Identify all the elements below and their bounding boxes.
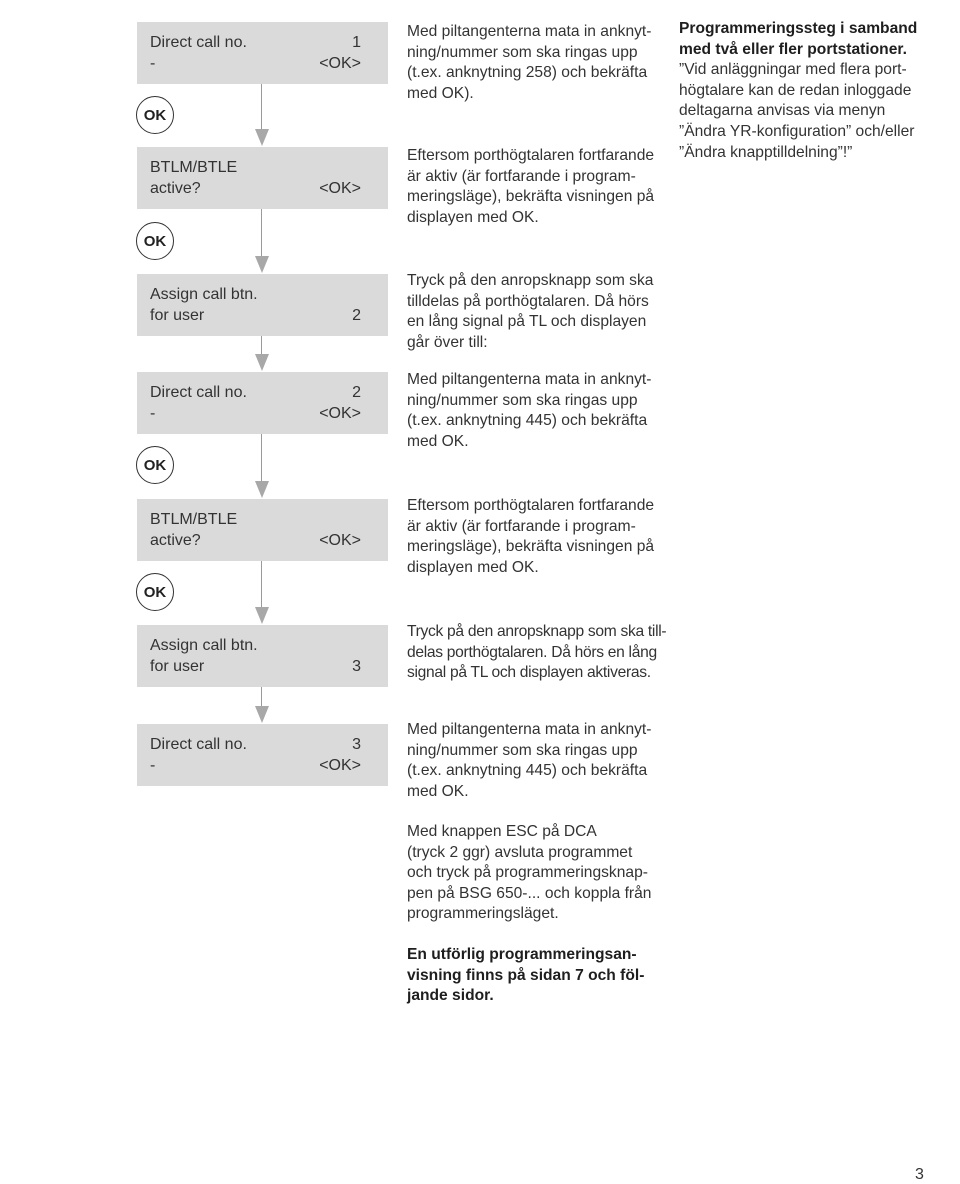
lcd-line: - — [150, 405, 156, 422]
text-line: med OK. — [407, 782, 469, 800]
ok-button[interactable]: OK — [136, 222, 174, 260]
lcd-line: for user — [150, 658, 205, 675]
text-line: displayen med OK. — [407, 208, 539, 226]
page-number: 3 — [915, 1166, 924, 1183]
side-note-heading: Programmeringssteg i samband — [679, 20, 918, 37]
lcd-line: for user — [150, 307, 205, 324]
lcd-value: <OK> — [319, 55, 361, 72]
lcd-line: Assign call btn. — [150, 637, 258, 654]
lcd-line: BTLM/BTLE — [150, 511, 238, 528]
text-line: meringsläge), bekräfta visningen på — [407, 188, 655, 206]
lcd-value: 3 — [352, 736, 361, 753]
flow-arrow-icon — [254, 209, 270, 274]
text-line: en lång signal på TL och displayen — [407, 313, 647, 331]
instruction-text — [407, 720, 667, 802]
text-line: (t.ex. anknytning 258) och bekräfta — [407, 64, 648, 82]
lcd-line: Direct call no. — [150, 34, 247, 51]
lcd-display — [137, 372, 388, 434]
instruction-text — [407, 496, 667, 578]
lcd-display — [137, 274, 388, 336]
text-line: ”Ändra YR-konfiguration” och/eller — [679, 122, 915, 140]
lcd-line: - — [150, 757, 156, 774]
text-line: Med piltangenterna mata in anknyt- — [407, 371, 652, 388]
instruction-text — [407, 370, 667, 452]
flow-arrow-icon — [254, 434, 270, 499]
text-line: ”Ändra knapptilldelning”!” — [679, 143, 853, 161]
flow-arrow-icon — [254, 687, 270, 724]
flow-arrow-icon — [254, 336, 270, 372]
text-line: deltagarna anvisas via menyn — [679, 102, 886, 120]
text-line: displayen med OK. — [407, 558, 539, 576]
lcd-value: <OK> — [319, 532, 361, 549]
text-line: meringsläge), bekräfta visningen på — [407, 538, 655, 556]
text-line: (tryck 2 ggr) avsluta programmet — [407, 843, 633, 861]
text-line: är aktiv (är fortfarande i program- — [407, 167, 636, 185]
text-line: (t.ex. anknytning 445) och bekräfta — [407, 762, 648, 780]
text-line: med OK. — [407, 432, 469, 450]
text-line: Med knappen ESC på DCA — [407, 823, 597, 840]
instruction-text — [407, 822, 667, 925]
lcd-display — [137, 499, 388, 561]
ok-button[interactable]: OK — [136, 573, 174, 611]
side-note-heading: med två eller fler portstationer. — [679, 40, 907, 58]
lcd-line: active? — [150, 180, 201, 197]
text-line: och tryck på programmeringsknap- — [407, 864, 648, 882]
text-line: ning/nummer som ska ringas upp — [407, 43, 638, 61]
text-line: går över till: — [407, 333, 488, 351]
lcd-value: <OK> — [319, 757, 361, 774]
text-line: med OK). — [407, 84, 474, 102]
text-line: visning finns på sidan 7 och föl- — [407, 966, 645, 984]
reference-note — [407, 945, 667, 1007]
lcd-value: 3 — [352, 658, 361, 675]
lcd-value: 2 — [352, 307, 361, 324]
text-line: tilldelas på porthögtalaren. Då hörs — [407, 292, 649, 310]
lcd-display — [137, 147, 388, 209]
side-note — [679, 19, 949, 163]
instruction-text — [407, 22, 667, 104]
text-line: ”Vid anläggningar med flera port- — [679, 61, 907, 79]
lcd-line: BTLM/BTLE — [150, 159, 238, 176]
text-line: ning/nummer som ska ringas upp — [407, 741, 638, 759]
lcd-value: <OK> — [319, 405, 361, 422]
text-line: högtalare kan de redan inloggade — [679, 81, 912, 99]
text-line: jande sidor. — [407, 987, 494, 1005]
ok-button[interactable]: OK — [136, 446, 174, 484]
lcd-line: Assign call btn. — [150, 286, 258, 303]
flow-arrow-icon — [254, 84, 270, 147]
text-line: En utförlig programmeringsan- — [407, 946, 637, 963]
lcd-value: <OK> — [319, 180, 361, 197]
text-line: Tryck på den anropsknapp som ska till- — [407, 623, 667, 640]
lcd-line: Direct call no. — [150, 384, 247, 401]
text-line: programmeringsläget. — [407, 905, 559, 923]
text-line: är aktiv (är fortfarande i program- — [407, 517, 636, 535]
text-line: pen på BSG 650-... och koppla från — [407, 884, 652, 902]
instruction-text — [407, 271, 667, 353]
lcd-value: 2 — [352, 384, 361, 401]
ok-button[interactable]: OK — [136, 96, 174, 134]
lcd-display — [137, 724, 388, 786]
lcd-value: 1 — [352, 34, 361, 51]
lcd-line: Direct call no. — [150, 736, 247, 753]
text-line: Eftersom porthögtalaren fortfarande — [407, 497, 655, 514]
lcd-display — [137, 22, 388, 84]
flow-arrow-icon — [254, 561, 270, 625]
lcd-line: active? — [150, 532, 201, 549]
lcd-line: - — [150, 55, 156, 72]
text-line: ning/nummer som ska ringas upp — [407, 391, 638, 409]
text-line: Med piltangenterna mata in anknyt- — [407, 23, 652, 40]
instruction-text — [407, 622, 667, 684]
text-line: Med piltangenterna mata in anknyt- — [407, 721, 652, 738]
text-line: delas porthögtalaren. Då hörs en lång — [407, 643, 657, 661]
lcd-display — [137, 625, 388, 687]
text-line: signal på TL och displayen aktiveras. — [407, 664, 651, 682]
text-line: Tryck på den anropsknapp som ska — [407, 272, 654, 289]
text-line: (t.ex. anknytning 445) och bekräfta — [407, 412, 648, 430]
text-line: Eftersom porthögtalaren fortfarande — [407, 147, 655, 164]
instruction-text — [407, 146, 667, 228]
